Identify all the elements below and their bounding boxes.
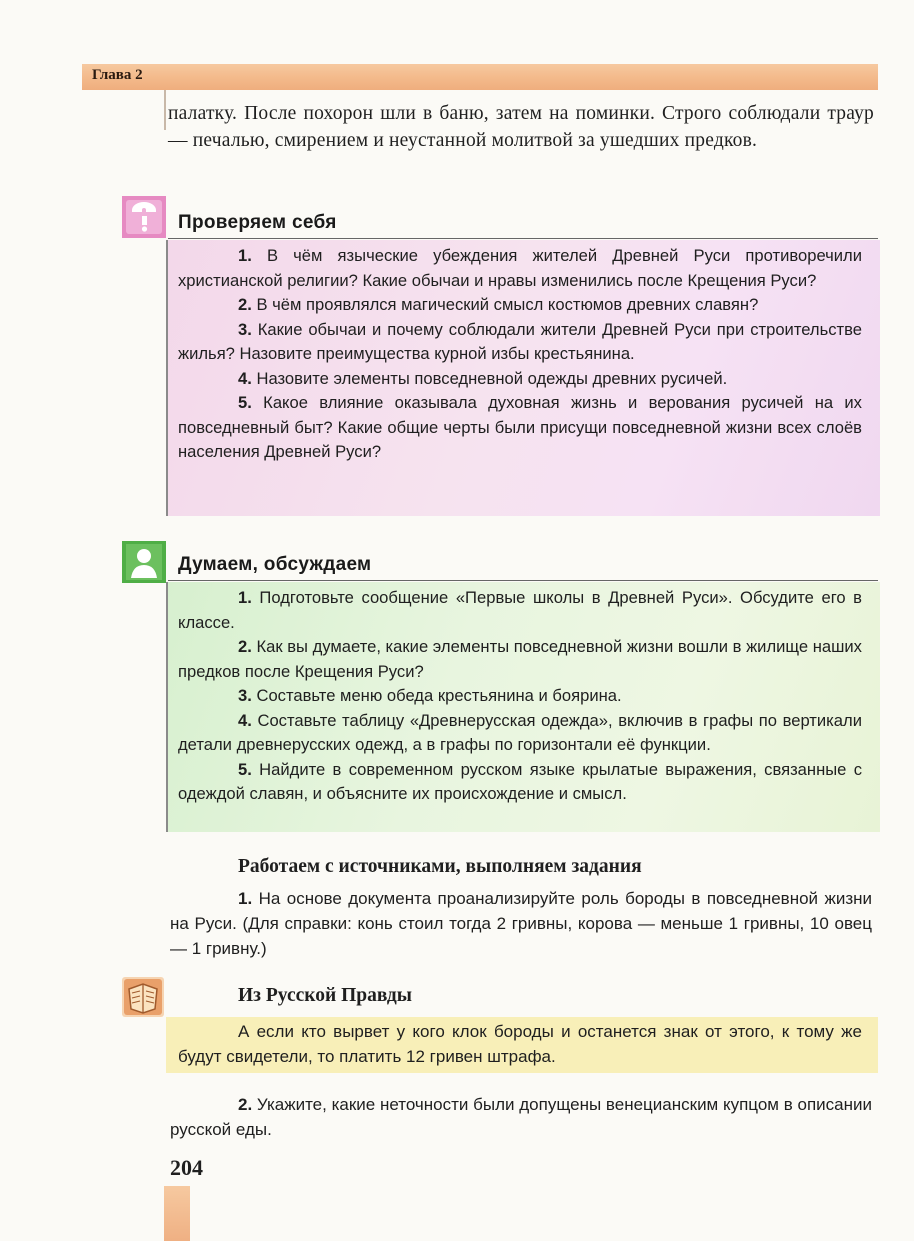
list-item: 2. В чём проявлялся магический смысл костюмов древних славян? <box>238 295 759 314</box>
exclamation-icon <box>122 196 166 238</box>
sources-task-2: 2. Укажите, какие неточности были допущены венецианским купцом в описании русской еды. <box>170 1095 872 1139</box>
list-item: 2. Как вы думаете, какие элементы повседневной жизни вошли в жилище наших предков после Крещения Руси? <box>178 637 862 681</box>
think-questions-list <box>178 586 862 807</box>
quote-box <box>166 1017 878 1073</box>
sources-section-title: Работаем с источниками, выполняем задания <box>238 856 642 877</box>
intro-paragraph: палатку. После похорон шли в баню, затем на поминки. Строго соблюдали траур — печалью, смирением и неустанной молитвой за ушедших предков. <box>168 103 874 151</box>
person-icon <box>122 541 166 583</box>
page-edge-bar <box>164 1186 190 1241</box>
list-item: 3. Составьте меню обеда крестьянина и боярина. <box>238 686 622 705</box>
list-item: 1. В чём языческие убеждения жителей Древней Руси противоречили христианской религии? Какие обычаи и нравы изменились после Крещения Руси? <box>178 246 862 290</box>
document-title: Из Русской Правды <box>238 985 412 1006</box>
chapter-label: Глава 2 <box>92 67 143 83</box>
sources-task-1: 1. На основе документа проанализируйте роль бороды в повседневной жизни на Руси. (Для справки: конь стоил тогда 2 гривны, корова — меньше 1 гривны, 10 овец — 1 гривну.) <box>170 889 872 958</box>
book-icon <box>122 977 164 1017</box>
list-item: 5. Какое влияние оказывала духовная жизнь и верования русичей на их повседневный быт? Какие общие черты были присущи повседневной жизни всех слоёв населения Древней Руси? <box>178 393 862 461</box>
check-section-rule <box>168 238 878 239</box>
check-section-title: Проверяем себя <box>178 212 337 233</box>
quote-text: А если кто вырвет у кого клок бороды и останется знак от этого, к тому же будут свидетели, то платить 12 гривен штрафа. <box>178 1022 862 1066</box>
think-section-rule <box>168 580 878 581</box>
chapter-header-bar <box>82 64 878 90</box>
margin-rule <box>164 90 166 130</box>
list-item: 4. Назовите элементы повседневной одежды древних русичей. <box>238 368 728 388</box>
check-questions-list <box>178 244 862 465</box>
think-section-title: Думаем, обсуждаем <box>178 554 372 575</box>
page-number: 204 <box>170 1155 203 1180</box>
list-item: 3. Какие обычаи и почему соблюдали жители Древней Руси при строительстве жилья? Назовите преимущества курной избы крестьянина. <box>178 319 862 363</box>
list-item: 1. Подготовьте сообщение «Первые школы в Древней Руси». Обсудите его в классе. <box>178 588 862 632</box>
list-item: 4. Составьте таблицу «Древнерусская одежда», включив в графы по вертикали детали древнерусских одежд, а в графы по горизонтали её функции. <box>178 710 862 754</box>
list-item: 5. Найдите в современном русском языке крылатые выражения, связанные с одеждой славян, и объясните их происхождение и смысл. <box>178 759 862 803</box>
